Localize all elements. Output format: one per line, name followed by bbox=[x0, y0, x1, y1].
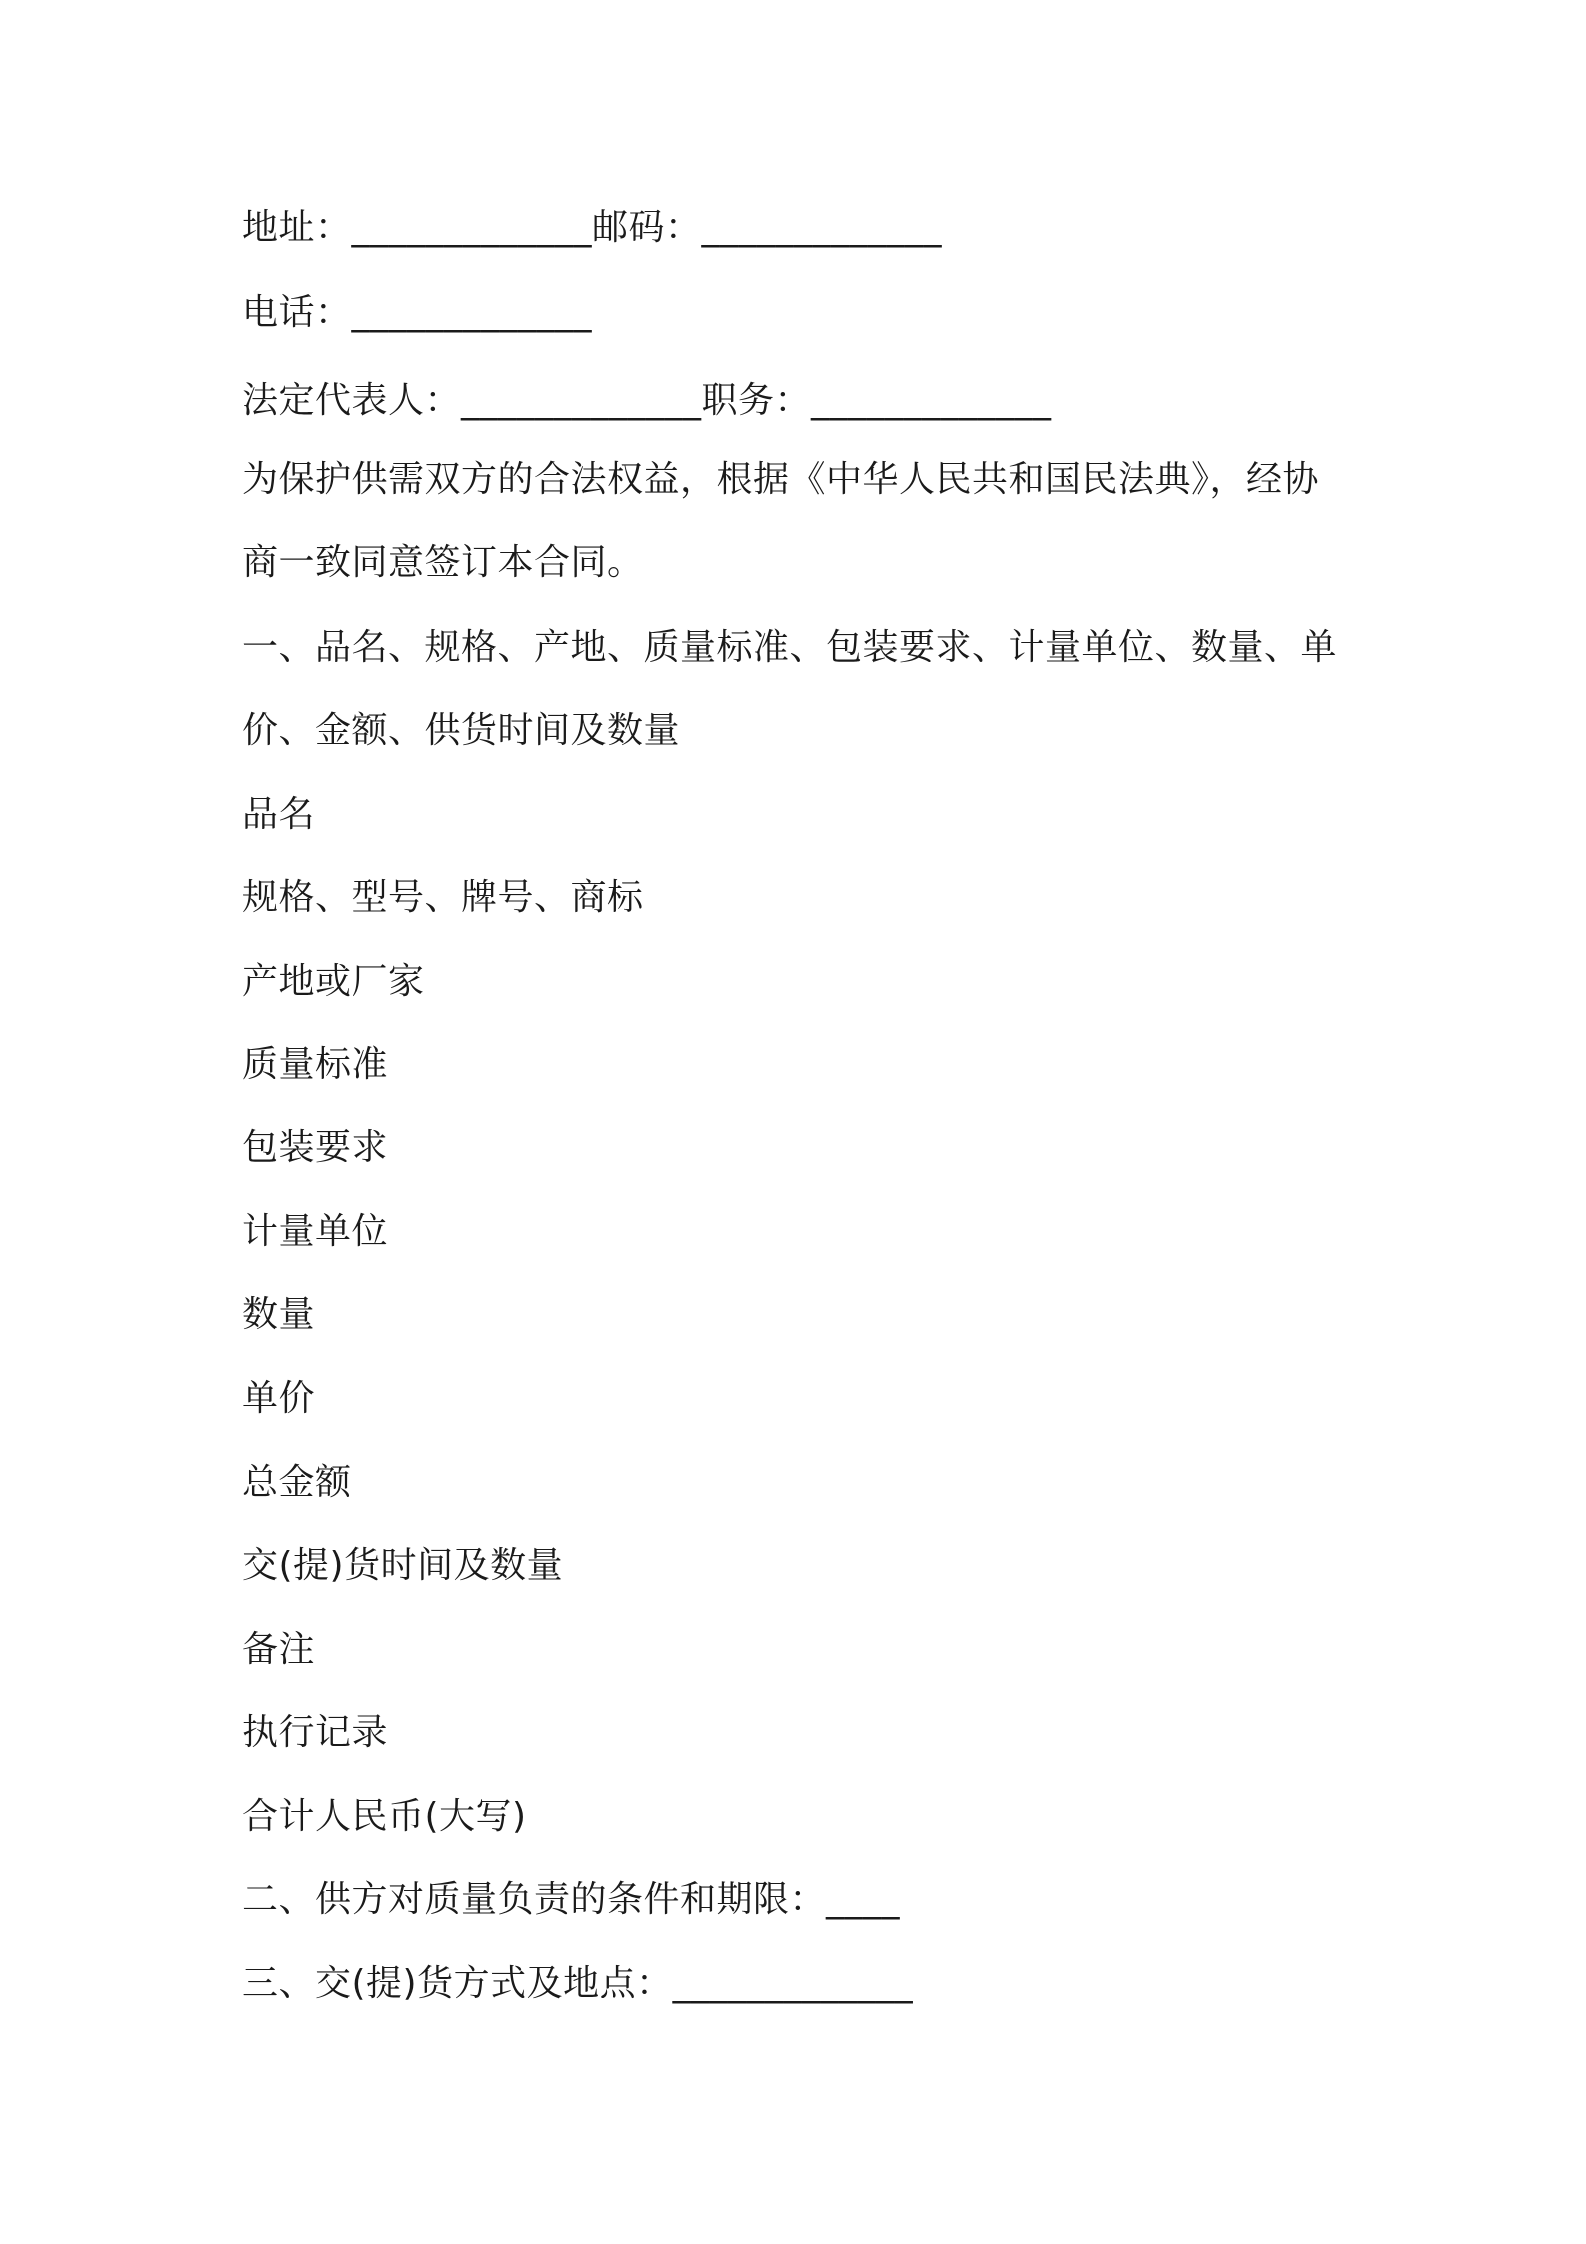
postcode-blank: _____________ bbox=[701, 207, 943, 248]
section-2-line bbox=[242, 1876, 900, 1924]
phone-label: 电话： bbox=[242, 292, 352, 333]
field-item: 合计人民币(大写) bbox=[242, 1796, 527, 1837]
field-item: 备注 bbox=[242, 1629, 316, 1670]
section-1-heading-line-2: 价、金额、供货时间及数量 bbox=[242, 710, 681, 751]
legal-rep-label: 法定代表人： bbox=[242, 380, 462, 421]
phone-line bbox=[242, 289, 592, 337]
field-item: 单价 bbox=[242, 1378, 316, 1419]
field-item: 品名 bbox=[242, 794, 316, 835]
legal-rep-blank: _____________ bbox=[461, 380, 702, 421]
address-line bbox=[242, 204, 942, 252]
section-3-blank: _____________ bbox=[672, 1963, 914, 2004]
address-blank: _____________ bbox=[351, 207, 593, 248]
field-item: 数量 bbox=[242, 1294, 316, 1335]
preamble-line-2: 商一致同意签订本合同。 bbox=[242, 542, 644, 583]
postcode-label: 邮码： bbox=[592, 207, 702, 248]
preamble-line-1: 为保护供需双方的合法权益，根据《中华人民共和国民法典》，经协 bbox=[242, 459, 1320, 500]
phone-blank: _____________ bbox=[351, 292, 593, 333]
field-item: 包装要求 bbox=[242, 1127, 389, 1168]
section-2-blank: ____ bbox=[826, 1879, 901, 1920]
field-item: 交(提)货时间及数量 bbox=[242, 1545, 564, 1586]
section-3-label: 三、交(提)货方式及地点： bbox=[242, 1963, 673, 2004]
field-item: 执行记录 bbox=[242, 1712, 389, 1753]
legal-rep-line bbox=[242, 377, 1052, 425]
section-2-label: 二、供方对质量负责的条件和期限： bbox=[242, 1879, 827, 1920]
address-label: 地址： bbox=[242, 207, 352, 248]
field-item: 计量单位 bbox=[242, 1211, 389, 1252]
field-item: 产地或厂家 bbox=[242, 961, 425, 1002]
field-item: 规格、型号、牌号、商标 bbox=[242, 877, 644, 918]
section-1-heading-line-1: 一、品名、规格、产地、质量标准、包装要求、计量单位、数量、单 bbox=[242, 627, 1338, 668]
position-label: 职务： bbox=[701, 380, 812, 421]
field-item: 总金额 bbox=[242, 1462, 352, 1503]
field-item: 质量标准 bbox=[242, 1044, 389, 1085]
position-blank: _____________ bbox=[811, 380, 1052, 421]
section-3-line bbox=[242, 1960, 913, 2008]
